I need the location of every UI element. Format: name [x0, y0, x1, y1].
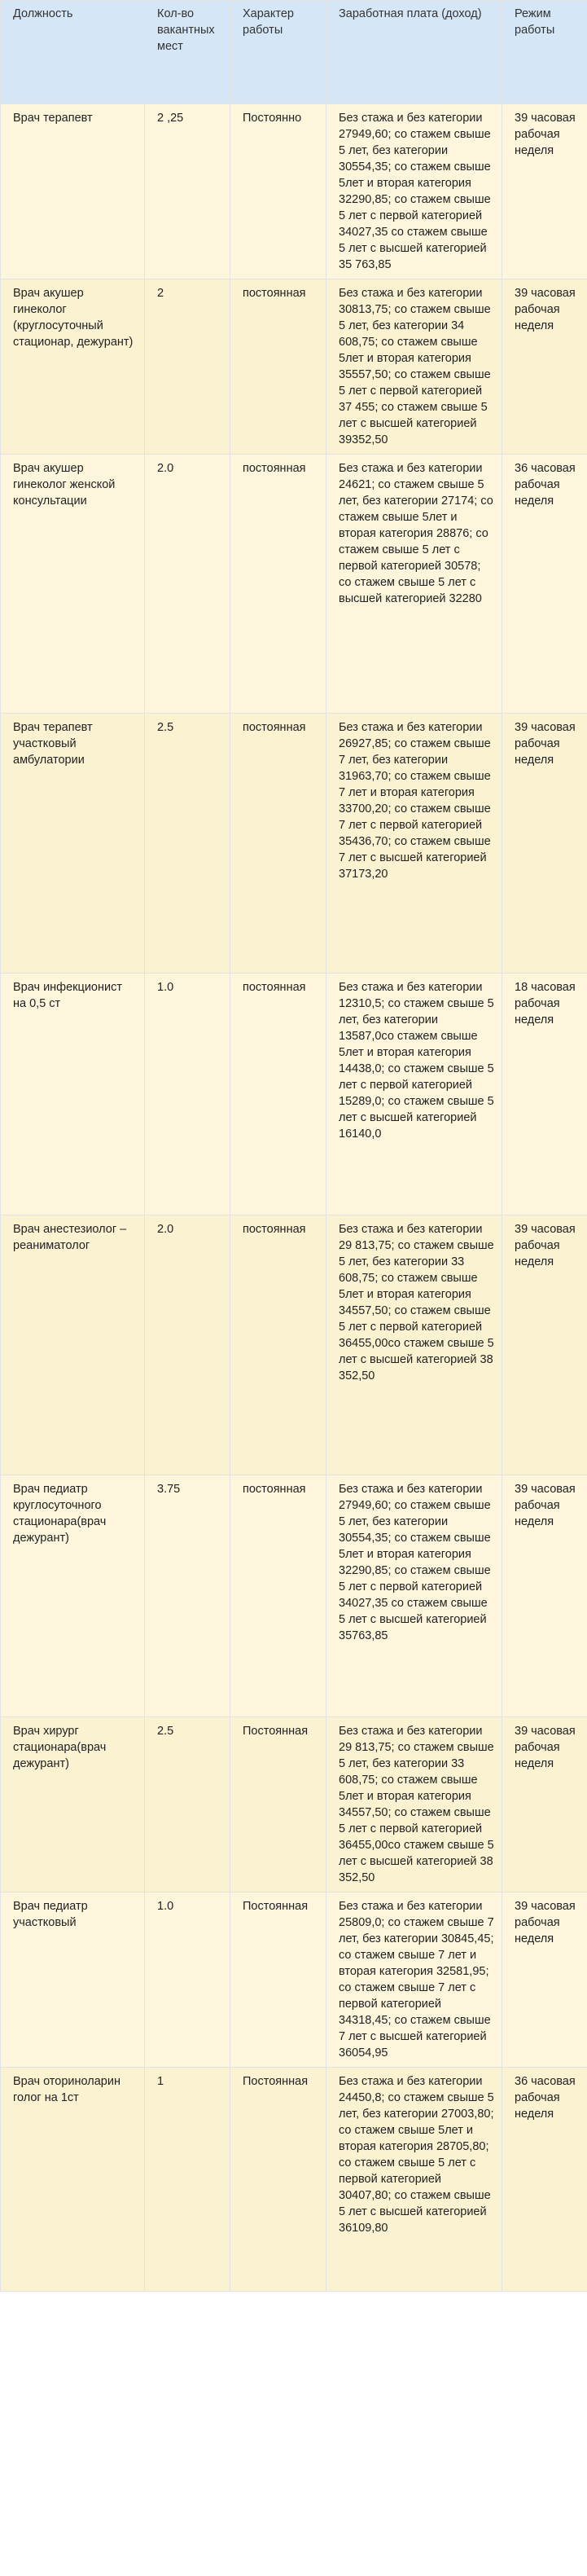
work-type-cell: постоянная	[230, 455, 326, 714]
table-row	[1, 974, 587, 1215]
table-row	[1, 1215, 587, 1475]
salary-cell: Без стажа и без категории 30813,75; со стажем свыше 5 лет, без категории 34 608,75; со стажем свыше 5лет и вторая категория 35557,50; со стажем свыше 5 лет с первой категорией 37 455; со стажем свыше 5 лет с высшей категорией 39352,50	[326, 279, 502, 455]
schedule-cell: 39 часовая рабочая неделя	[502, 714, 587, 974]
position-cell: Врач терапевт участковый амбулатории	[1, 714, 145, 974]
count-cell: 2	[145, 279, 230, 455]
header-position: Должность	[1, 1, 145, 104]
work-type-cell: постоянная	[230, 714, 326, 974]
work-type-cell: Постоянная	[230, 2068, 326, 2292]
schedule-cell: 39 часовая рабочая неделя	[502, 279, 587, 455]
salary-cell: Без стажа и без категории 27949,60; со стажем свыше 5 лет, без категории 30554,35; со стажем свыше 5лет и вторая категория 32290,85; со стажем свыше 5 лет с первой категорией 34027,35 со стажем свыше 5 лет с высшей категорией 35 763,85	[326, 104, 502, 279]
header-count: Кол-во вакантных мест	[145, 1, 230, 104]
table-header	[1, 1, 587, 104]
table-row	[1, 279, 587, 455]
position-cell: Врач оториноларин голог на 1ст	[1, 2068, 145, 2292]
count-cell: 2.0	[145, 1215, 230, 1475]
salary-cell: Без стажа и без категории 12310,5; со стажем свыше 5 лет, без категории 13587,0со стажем свыше 5лет и вторая категория 14438,0; со стажем свыше 5 лет с первой категорией 15289,0; со стажем свыше 5 лет с высшей категорией 16140,0	[326, 974, 502, 1215]
count-cell: 1	[145, 2068, 230, 2292]
position-cell: Врач педиатр круглосуточного стационара(врач дежурант)	[1, 1475, 145, 1717]
count-cell: 2.0	[145, 455, 230, 714]
count-cell: 1.0	[145, 974, 230, 1215]
count-cell: 2.5	[145, 714, 230, 974]
salary-cell: Без стажа и без категории 29 813,75; со стажем свыше 5 лет, без категории 33 608,75; со стажем свыше 5лет и вторая категория 34557,50; со стажем свыше 5 лет с первой категорией 36455,00со стажем свыше 5 лет с высшей категорией 38 352,50	[326, 1215, 502, 1475]
work-type-cell: постоянная	[230, 1475, 326, 1717]
schedule-cell: 18 часовая рабочая неделя	[502, 974, 587, 1215]
table-row	[1, 1475, 587, 1717]
count-cell: 1.0	[145, 1892, 230, 2068]
position-cell: Врач педиатр участковый	[1, 1892, 145, 2068]
table-row	[1, 2068, 587, 2292]
work-type-cell: Постоянная	[230, 1717, 326, 1892]
position-cell: Врач терапевт	[1, 104, 145, 279]
header-salary: Заработная плата (доход)	[326, 1, 502, 104]
count-cell: 2 ,25	[145, 104, 230, 279]
salary-cell: Без стажа и без категории 29 813,75; со стажем свыше 5 лет, без категории 33 608,75; со стажем свыше 5лет и вторая категория 34557,50; со стажем свыше 5 лет с первой категорией 36455,00со стажем свыше 5 лет с высшей категорией 38 352,50	[326, 1717, 502, 1892]
header-schedule: Режим работы	[502, 1, 587, 104]
table-row	[1, 1717, 587, 1892]
schedule-cell: 39 часовая рабочая неделя	[502, 1892, 587, 2068]
salary-cell: Без стажа и без категории 27949,60; со стажем свыше 5 лет, без категории 30554,35; со стажем свыше 5лет и вторая категория 32290,85; со стажем свыше 5 лет с первой категорией 34027,35 со стажем свыше 5 лет с высшей категорией 35763,85	[326, 1475, 502, 1717]
count-cell: 2.5	[145, 1717, 230, 1892]
salary-cell: Без стажа и без категории 25809,0; со стажем свыше 7 лет, без категории 30845,45; со стажем свыше 7 лет и вторая категория 32581,95; со стажем свыше 7 лет с первой категорией 34318,45; со стажем свыше 7 лет с высшей категорией 36054,95	[326, 1892, 502, 2068]
work-type-cell: Постоянная	[230, 1892, 326, 2068]
work-type-cell: постоянная	[230, 1215, 326, 1475]
count-cell: 3.75	[145, 1475, 230, 1717]
schedule-cell: 39 часовая рабочая неделя	[502, 104, 587, 279]
position-cell: Врач инфекционист на 0,5 ст	[1, 974, 145, 1215]
table-row	[1, 1892, 587, 2068]
position-cell: Врач анестезиолог – реаниматолог	[1, 1215, 145, 1475]
table-body	[1, 104, 587, 2292]
work-type-cell: постоянная	[230, 279, 326, 455]
salary-cell: Без стажа и без категории 24621; со стажем свыше 5 лет, без категории 27174; со стажем свыше 5лет и вторая категория 28876; со стажем свыше 5 лет с первой категорией 30578; со стажем свыше 5 лет с высшей категорией 32280	[326, 455, 502, 714]
position-cell: Врач акушер гинеколог женской консультации	[1, 455, 145, 714]
schedule-cell: 36 часовая рабочая неделя	[502, 455, 587, 714]
header-row	[1, 1, 587, 104]
schedule-cell: 39 часовая рабочая неделя	[502, 1215, 587, 1475]
table-row	[1, 714, 587, 974]
salary-cell: Без стажа и без категории 26927,85; со стажем свыше 7 лет, без категории 31963,70; со стажем свыше 7 лет и вторая категория 33700,20; со стажем свыше 7 лет с первой категорией 35436,70; со стажем свыше 7 лет с высшей категорией 37173,20	[326, 714, 502, 974]
position-cell: Врач хирург стационара(врач дежурант)	[1, 1717, 145, 1892]
schedule-cell: 36 часовая рабочая неделя	[502, 2068, 587, 2292]
work-type-cell: Постоянно	[230, 104, 326, 279]
position-cell: Врач акушер гинеколог (круглосуточный стационар, дежурант)	[1, 279, 145, 455]
schedule-cell: 39 часовая рабочая неделя	[502, 1717, 587, 1892]
table-row	[1, 455, 587, 714]
salary-cell: Без стажа и без категории 24450,8; со стажем свыше 5 лет, без категории 27003,80; со стажем свыше 5лет и вторая категория 28705,80; со стажем свыше 5 лет с первой категорией 30407,80; со стажем свыше 5 лет с высшей категорией 36109,80	[326, 2068, 502, 2292]
schedule-cell: 39 часовая рабочая неделя	[502, 1475, 587, 1717]
work-type-cell: постоянная	[230, 974, 326, 1215]
header-work-type: Характер работы	[230, 1, 326, 104]
table-row	[1, 104, 587, 279]
